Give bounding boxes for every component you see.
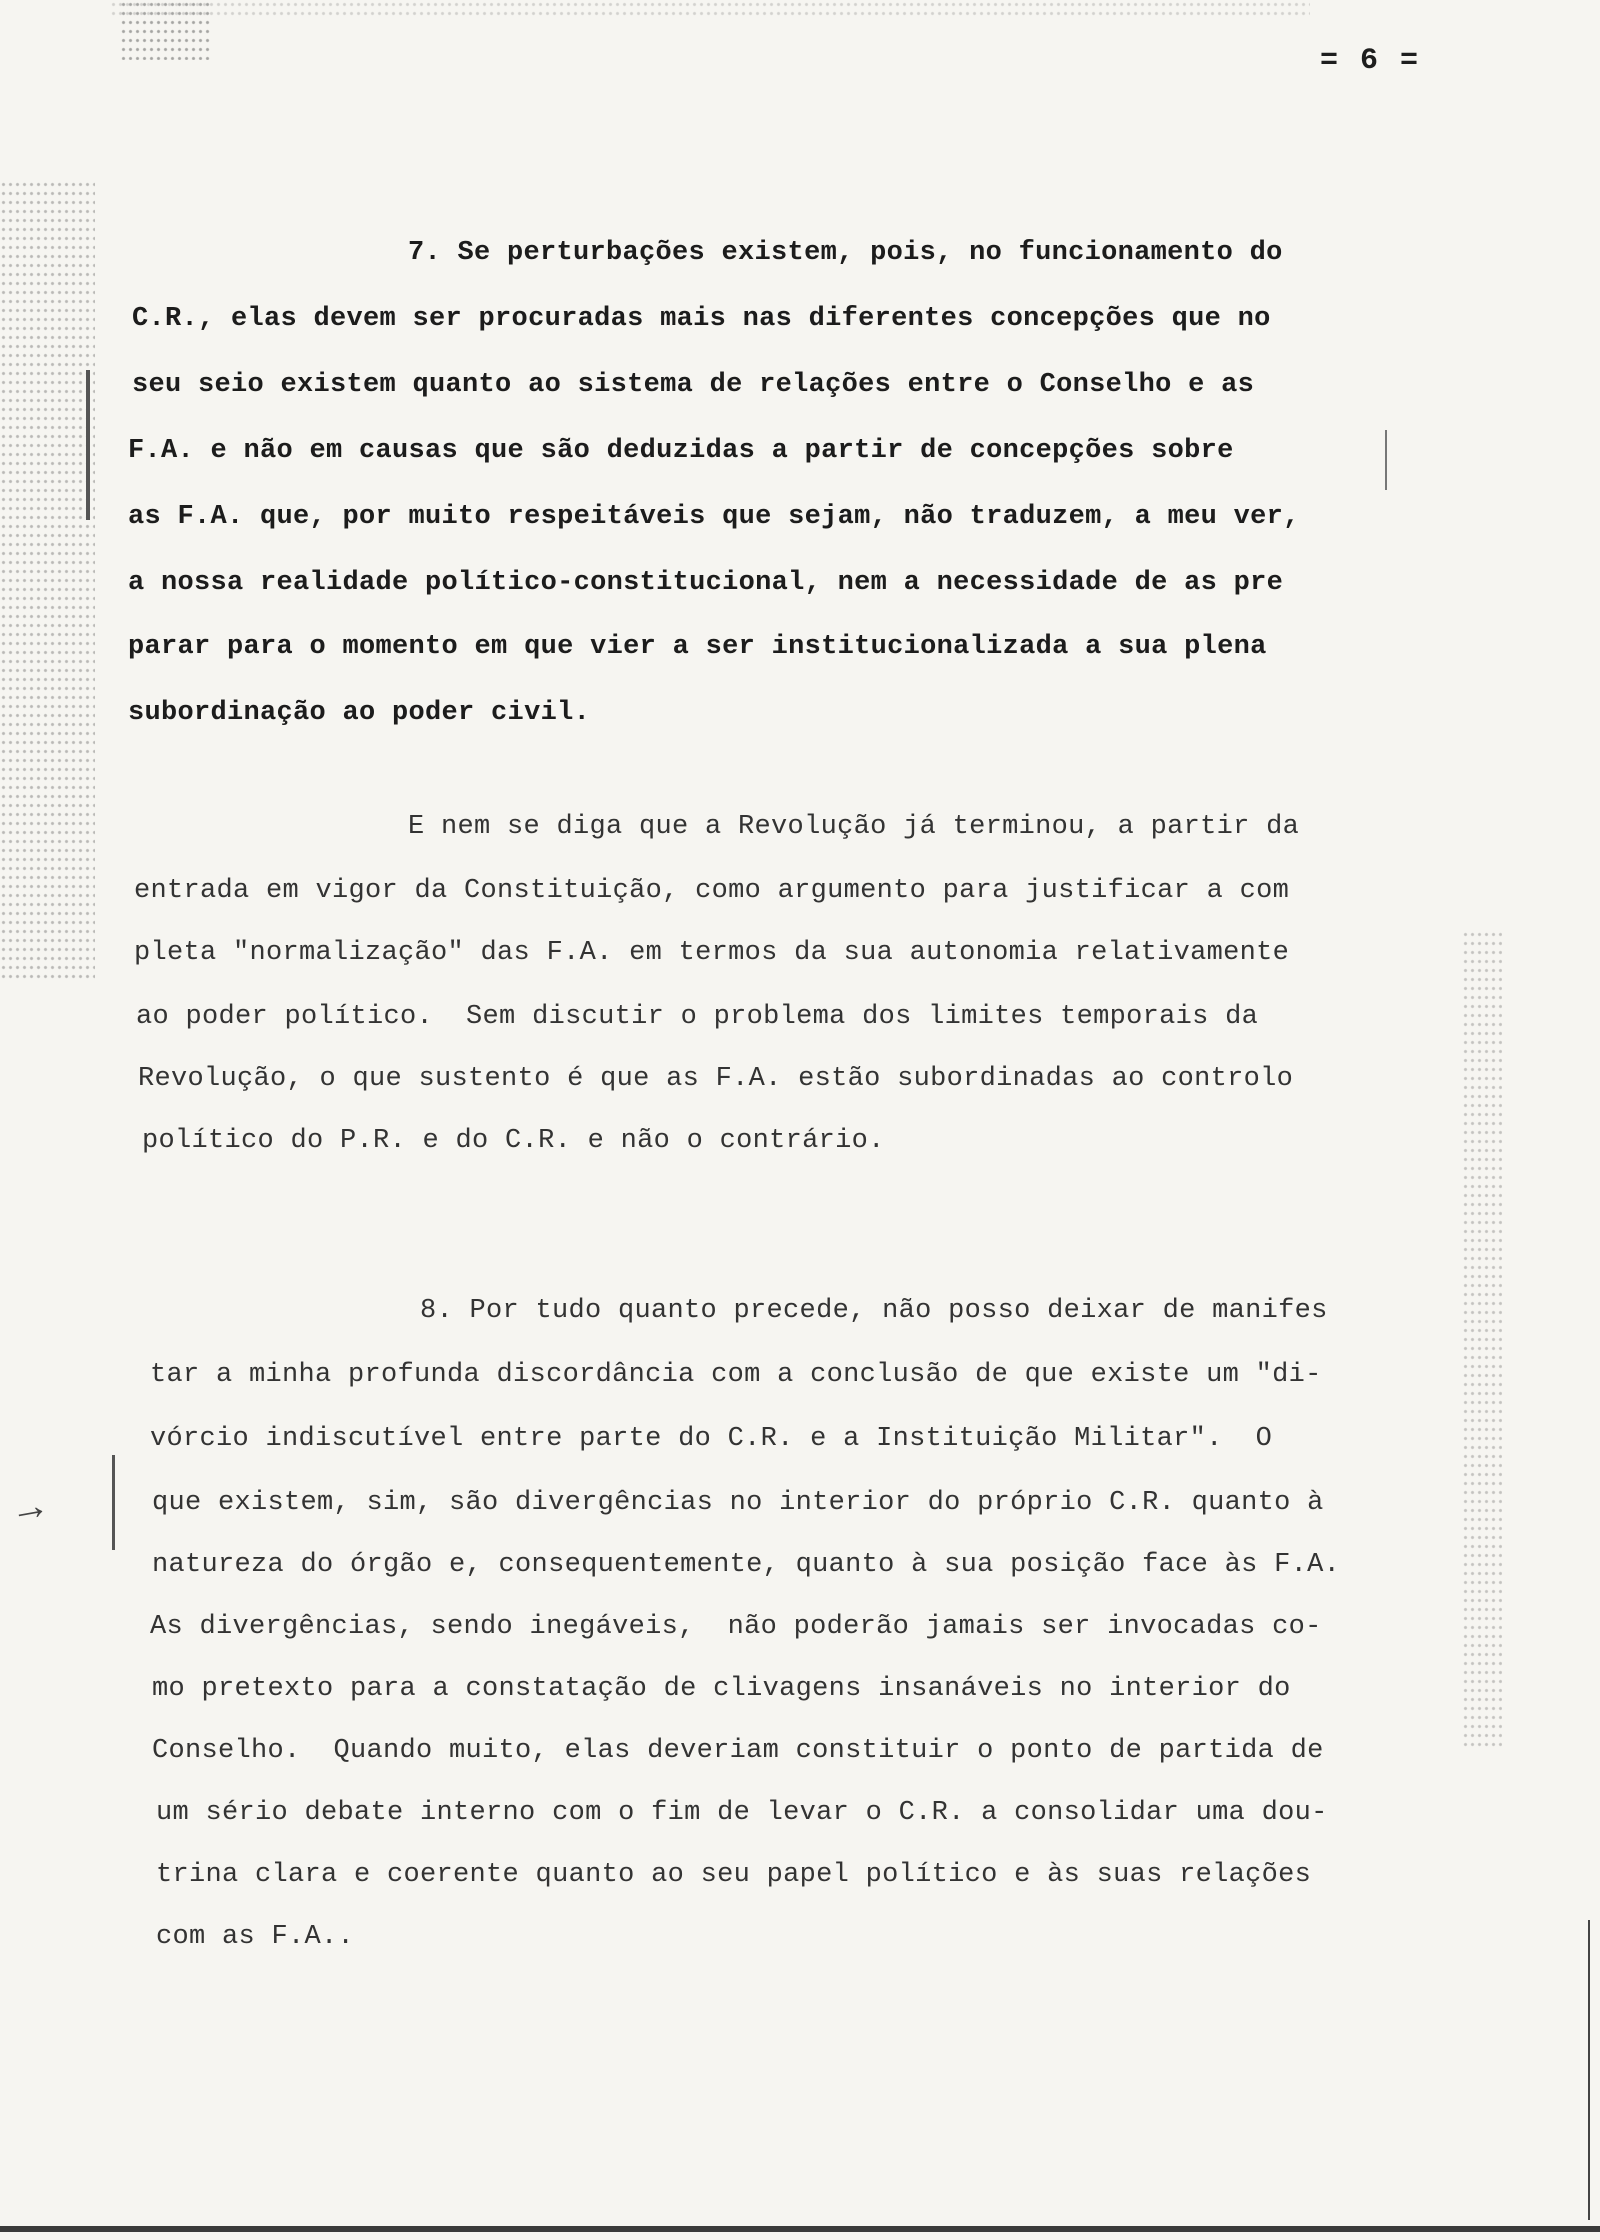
text-line: a nossa realidade político-constitucional, nem a necessidade de as pre <box>128 568 1284 598</box>
text-line: Revolução, o que sustento é que as F.A. estão subordinadas ao controlo <box>138 1064 1294 1094</box>
text-line: mo pretexto para a constatação de clivagens insanáveis no interior do <box>152 1674 1291 1704</box>
margin-mark-bar <box>1385 430 1387 490</box>
text-line: que existem, sim, são divergências no interior do próprio C.R. quanto à <box>152 1488 1324 1518</box>
scan-noise-top <box>110 0 1310 20</box>
text-line: entrada em vigor da Constituição, como argumento para justificar a com <box>134 876 1290 906</box>
text-line: as F.A. que, por muito respeitáveis que sejam, não traduzem, a meu ver, <box>128 502 1300 532</box>
page-bottom-edge <box>0 2226 1600 2232</box>
text-line: F.A. e não em causas que são deduzidas a partir de concepções sobre <box>128 436 1234 466</box>
text-line: político do P.R. e do C.R. e não o contrário. <box>142 1126 885 1156</box>
scan-noise-left-margin <box>0 180 95 980</box>
text-line: pleta "normalização" das F.A. em termos da sua autonomia relativamente <box>134 938 1290 968</box>
handwritten-arrow-icon: → <box>14 1486 46 1535</box>
scan-noise-top-left <box>120 0 210 60</box>
page-number: = 6 = <box>1320 44 1421 78</box>
margin-mark-bar <box>112 1455 115 1550</box>
text-line: ao poder político. Sem discutir o problema dos limites temporais da <box>136 1002 1259 1032</box>
text-line: 8. Por tudo quanto precede, não posso deixar de manifes <box>420 1296 1328 1326</box>
margin-mark-bar <box>86 370 90 520</box>
text-line: com as F.A.. <box>156 1922 355 1952</box>
text-line: tar a minha profunda discordância com a conclusão de que existe um "di- <box>150 1360 1322 1390</box>
text-line: seu seio existem quanto ao sistema de relações entre o Conselho e as <box>132 370 1255 400</box>
page-right-edge <box>1588 1920 1590 2220</box>
text-line: subordinação ao poder civil. <box>128 698 591 728</box>
text-line: natureza do órgão e, consequentemente, quanto à sua posição face às F.A. <box>152 1550 1341 1580</box>
text-line: vórcio indiscutível entre parte do C.R. e a Instituição Militar". O <box>150 1424 1273 1454</box>
text-line: trina clara e coerente quanto ao seu papel político e às suas relações <box>156 1860 1312 1890</box>
text-line: um sério debate interno com o fim de levar o C.R. a consolidar uma dou- <box>156 1798 1328 1828</box>
text-line: Conselho. Quando muito, elas deveriam constituir o ponto de partida de <box>152 1736 1324 1766</box>
scan-noise-right-margin <box>1462 930 1502 1750</box>
text-line: 7. Se perturbações existem, pois, no funcionamento do <box>408 238 1283 268</box>
text-line: As divergências, sendo inegáveis, não poderão jamais ser invocadas co- <box>150 1612 1322 1642</box>
text-line: C.R., elas devem ser procuradas mais nas diferentes concepções que no <box>132 304 1271 334</box>
text-line: E nem se diga que a Revolução já terminou, a partir da <box>408 812 1300 842</box>
text-line: parar para o momento em que vier a ser institucionalizada a sua plena <box>128 632 1267 662</box>
